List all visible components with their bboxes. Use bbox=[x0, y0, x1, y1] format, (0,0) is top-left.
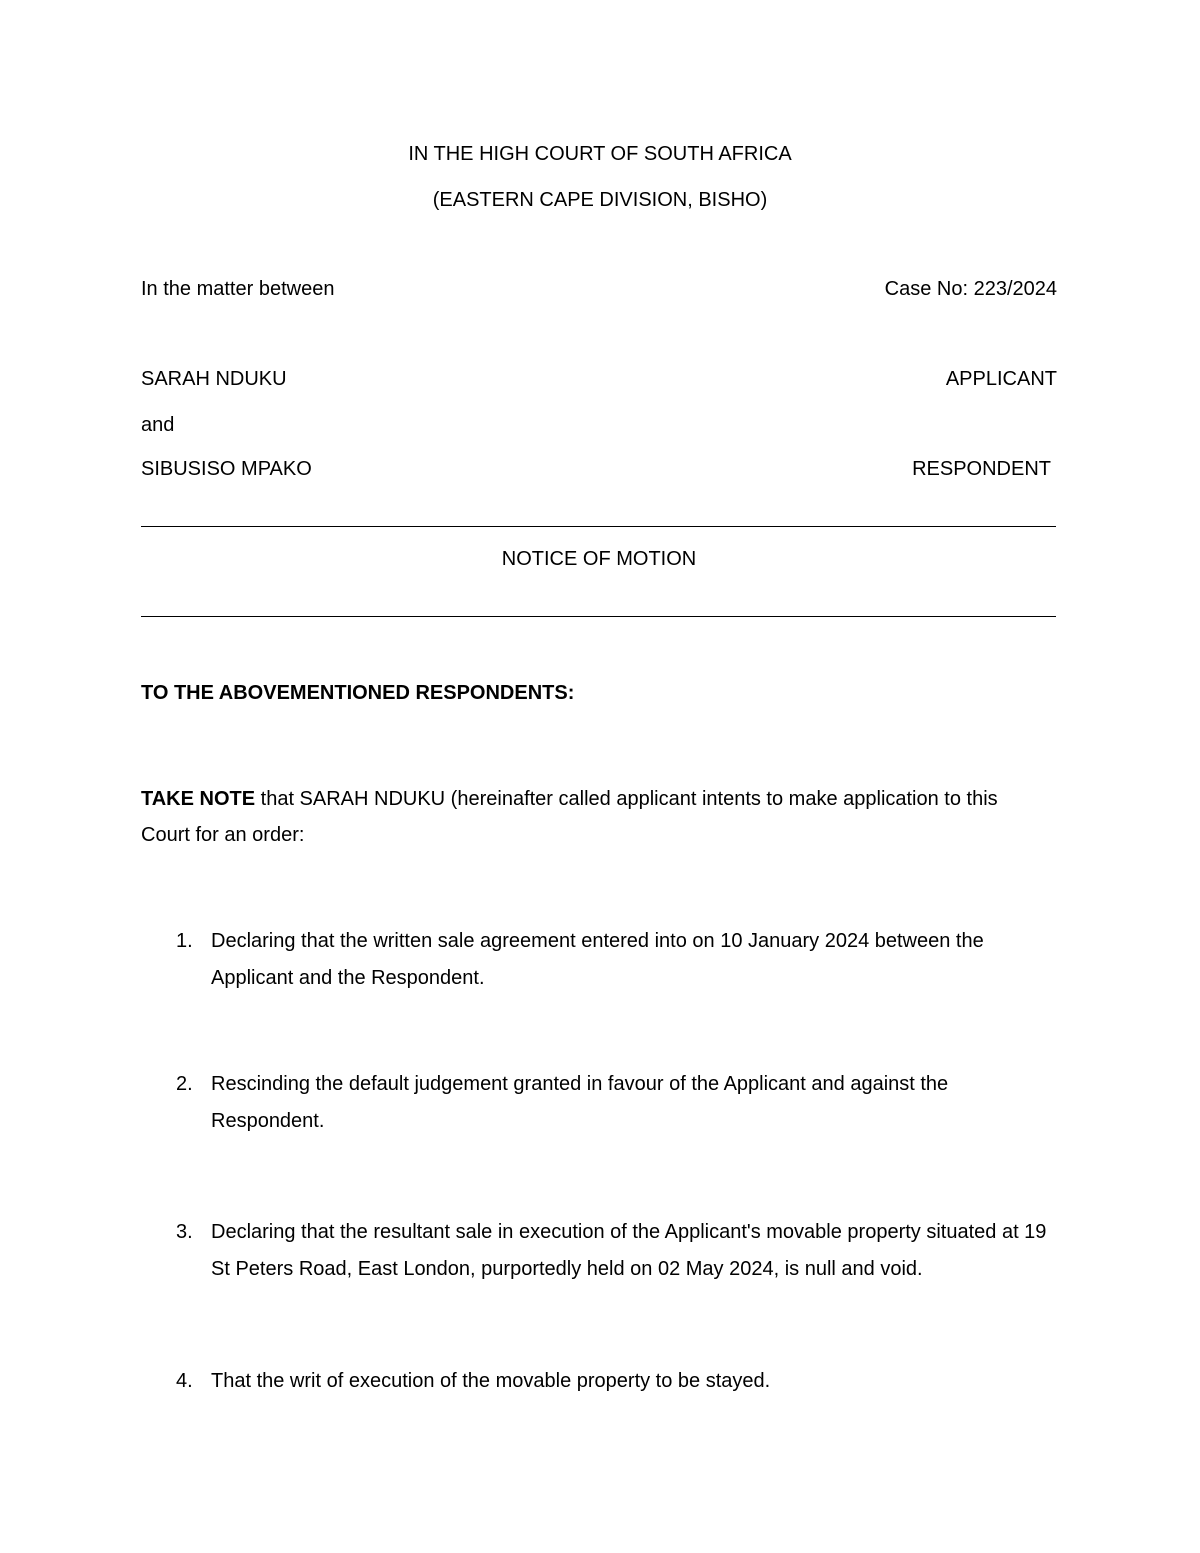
order-text-1: Declaring that the written sale agreement entered into on 10 January 2024 between the Applicant and the Respondent. bbox=[211, 930, 984, 989]
respondent-name: SIBUSISO MPAKO bbox=[141, 458, 312, 480]
order-text-2: Rescinding the default judgement granted in favour of the Applicant and against the Respondent. bbox=[211, 1073, 949, 1132]
case-number: Case No: 223/2024 bbox=[884, 278, 1057, 300]
order-text-4: That the writ of execution of the movable property to be stayed. bbox=[211, 1370, 771, 1392]
respondent-role: RESPONDENT bbox=[912, 458, 1051, 480]
order-number-2: 2. bbox=[176, 1073, 193, 1095]
intro-text: that SARAH NDUKU (hereinafter called applicant intents to make application to this Court for an order: bbox=[141, 788, 998, 846]
court-name: IN THE HIGH COURT OF SOUTH AFRICA bbox=[408, 143, 792, 165]
order-text-3: Declaring that the resultant sale in execution of the Applicant's movable property situated at 19 St Peters Road, East London, purportedly held on 02 May 2024, is null and void. bbox=[211, 1221, 1047, 1280]
addressee-heading: TO THE ABOVEMENTIONED RESPONDENTS: bbox=[141, 682, 575, 704]
order-number-3: 3. bbox=[176, 1221, 193, 1243]
bottom-divider bbox=[141, 616, 1056, 617]
take-note-lead: TAKE NOTE bbox=[141, 788, 256, 810]
applicant-name: SARAH NDUKU bbox=[141, 368, 287, 390]
matter-label: In the matter between bbox=[141, 278, 335, 300]
order-number-1: 1. bbox=[176, 930, 193, 952]
party-conjunction: and bbox=[141, 414, 175, 436]
intro-paragraph bbox=[141, 781, 1051, 853]
court-division: (EASTERN CAPE DIVISION, BISHO) bbox=[432, 189, 768, 211]
order-number-4: 4. bbox=[176, 1370, 193, 1392]
applicant-role: APPLICANT bbox=[945, 368, 1057, 390]
document-title: NOTICE OF MOTION bbox=[501, 548, 697, 570]
top-divider bbox=[141, 526, 1056, 527]
